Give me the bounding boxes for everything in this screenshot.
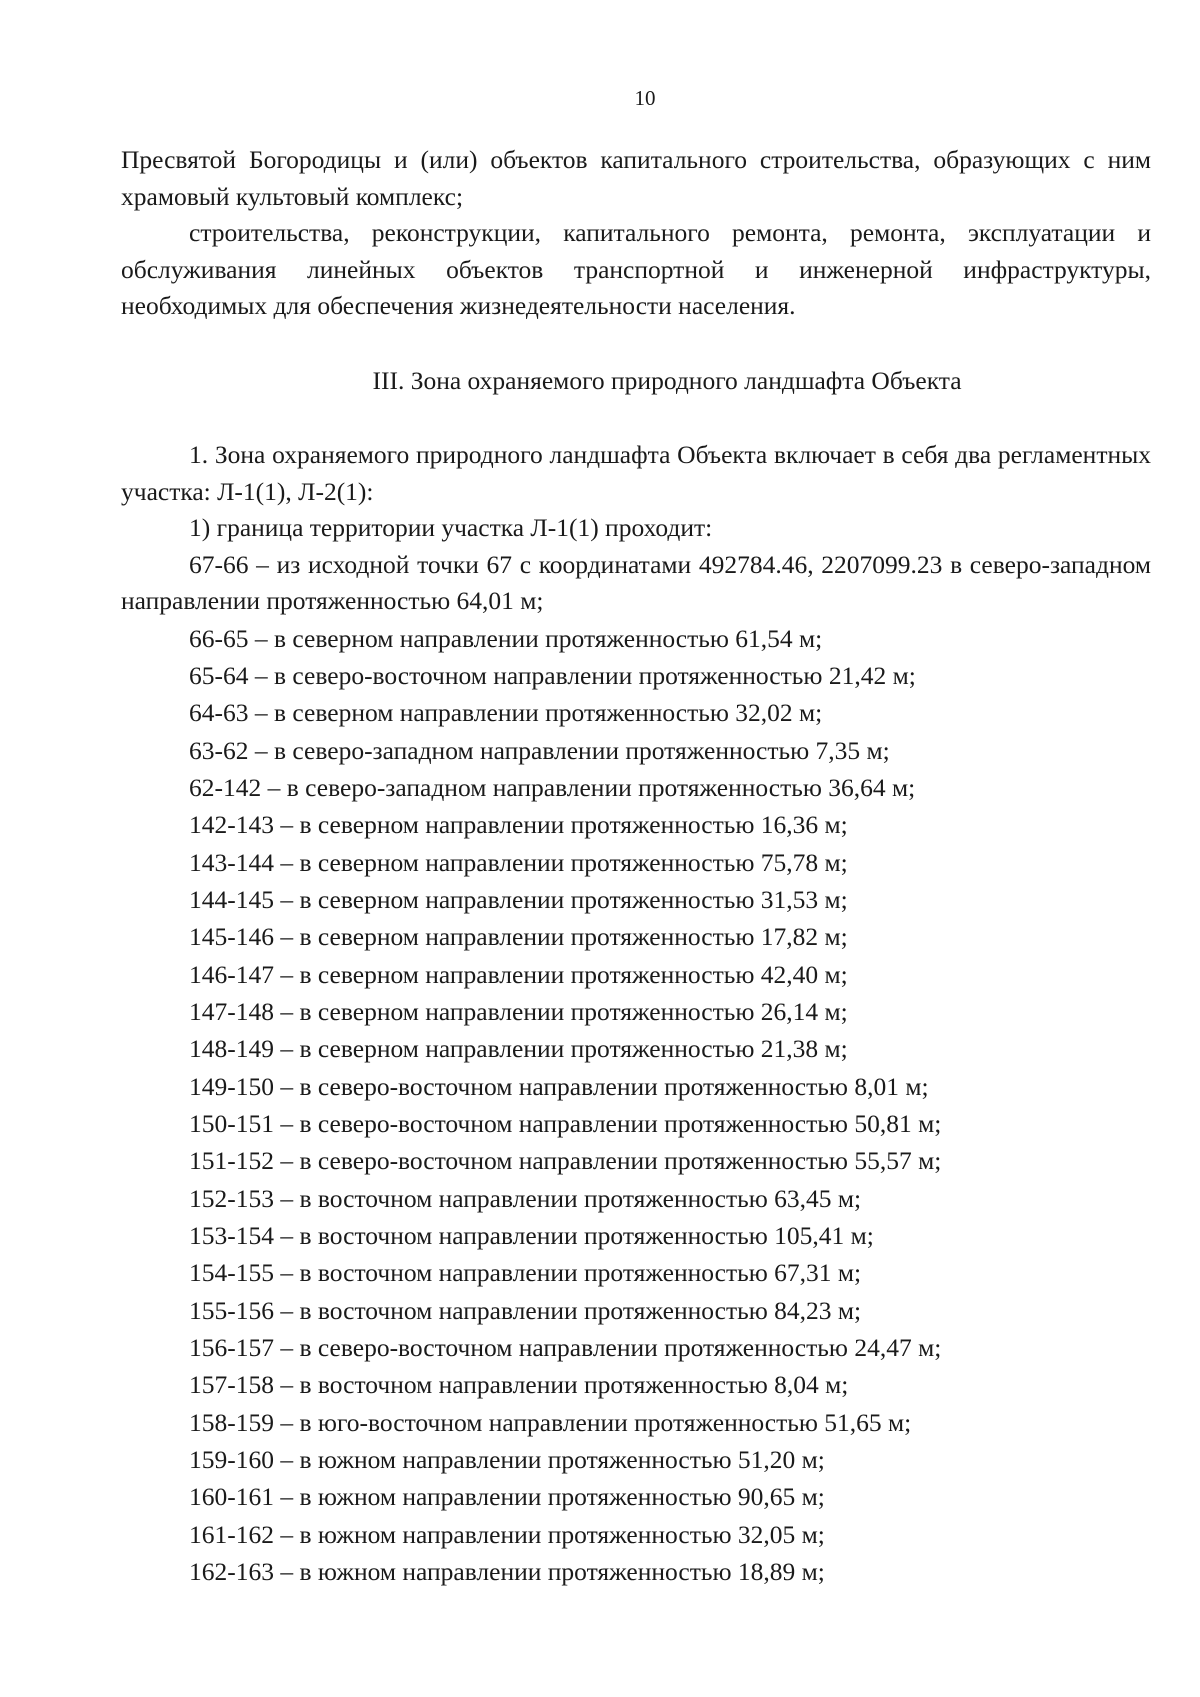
boundary-segment: 144-145 – в северном направлении протяженностью 31,53 м; — [189, 884, 848, 914]
boundary-segment: 66-65 – в северном направлении протяженностью 61,54 м; — [189, 623, 823, 653]
page-number: 10 — [634, 86, 656, 110]
boundary-segment: 63-62 – в северо-западном направлении протяженностью 7,35 м; — [189, 735, 890, 765]
paragraph-continuation: Пресвятой Богородицы и (или) объектов капитального строительства, образующих с ним храмовый культовый комплекс; — [121, 145, 1151, 211]
boundary-segment: 65-64 – в северо-восточном направлении протяженностью 21,42 м; — [189, 660, 916, 690]
boundary-segment: 147-148 – в северном направлении протяженностью 26,14 м; — [189, 996, 848, 1026]
paragraph-construction: строительства, реконструкции, капитального ремонта, ремонта, эксплуатации и обслуживания линейных объектов транспортной и инженерной инфраструктуры, необходимых для обеспечения жизнедеятельности населения. — [121, 218, 1151, 320]
boundary-segment: 158-159 – в юго-восточном направлении протяженностью 51,65 м; — [189, 1407, 912, 1437]
boundary-segment: 162-163 – в южном направлении протяженностью 18,89 м; — [189, 1557, 825, 1587]
item-1: 1. Зона охраняемого природного ландшафта Объекта включает в себя два регламентных участка: Л-1(1), Л-2(1): — [121, 440, 1151, 506]
boundary-segment: 151-152 – в северо-восточном направлении протяженностью 55,57 м; — [189, 1146, 942, 1176]
boundary-segment: 152-153 – в восточном направлении протяженностью 63,45 м; — [189, 1183, 862, 1213]
boundary-segment: 150-151 – в северо-восточном направлении протяженностью 50,81 м; — [189, 1108, 942, 1138]
boundary-segment: 161-162 – в южном направлении протяженностью 32,05 м; — [189, 1519, 825, 1549]
boundary-segment: 160-161 – в южном направлении протяженностью 90,65 м; — [189, 1482, 825, 1512]
boundary-segment: 149-150 – в северо-восточном направлении протяженностью 8,01 м; — [189, 1071, 929, 1101]
boundary-first-segment: 67-66 – из исходной точки 67 с координатами 492784.46, 2207099.23 в северо-западном направлении протяженностью 64,01 м; — [121, 549, 1151, 615]
boundary-segment-list — [121, 620, 1151, 1591]
boundary-segment: 155-156 – в восточном направлении протяженностью 84,23 м; — [189, 1295, 862, 1325]
boundary-segment: 148-149 – в северном направлении протяженностью 21,38 м; — [189, 1034, 848, 1064]
subitem-1: 1) граница территории участка Л-1(1) проходит: — [189, 513, 713, 542]
boundary-segment: 157-158 – в восточном направлении протяженностью 8,04 м; — [189, 1370, 849, 1400]
document-body — [121, 142, 1151, 1590]
boundary-segment: 62-142 – в северо-западном направлении протяженностью 36,64 м; — [189, 772, 916, 802]
boundary-segment: 159-160 – в южном направлении протяженностью 51,20 м; — [189, 1445, 825, 1475]
boundary-segment: 64-63 – в северном направлении протяженностью 32,02 м; — [189, 698, 823, 728]
section-heading: III. Зона охраняемого природного ландшафта Объекта — [372, 365, 962, 395]
boundary-segment: 156-157 – в северо-восточном направлении протяженностью 24,47 м; — [189, 1333, 942, 1363]
boundary-segment: 142-143 – в северном направлении протяженностью 16,36 м; — [189, 810, 848, 840]
boundary-segment: 146-147 – в северном направлении протяженностью 42,40 м; — [189, 959, 848, 989]
boundary-segment: 143-144 – в северном направлении протяженностью 75,78 м; — [189, 847, 848, 877]
boundary-segment: 145-146 – в северном направлении протяженностью 17,82 м; — [189, 922, 848, 952]
boundary-segment: 154-155 – в восточном направлении протяженностью 67,31 м; — [189, 1258, 862, 1288]
boundary-segment: 153-154 – в восточном направлении протяженностью 105,41 м; — [189, 1221, 874, 1250]
